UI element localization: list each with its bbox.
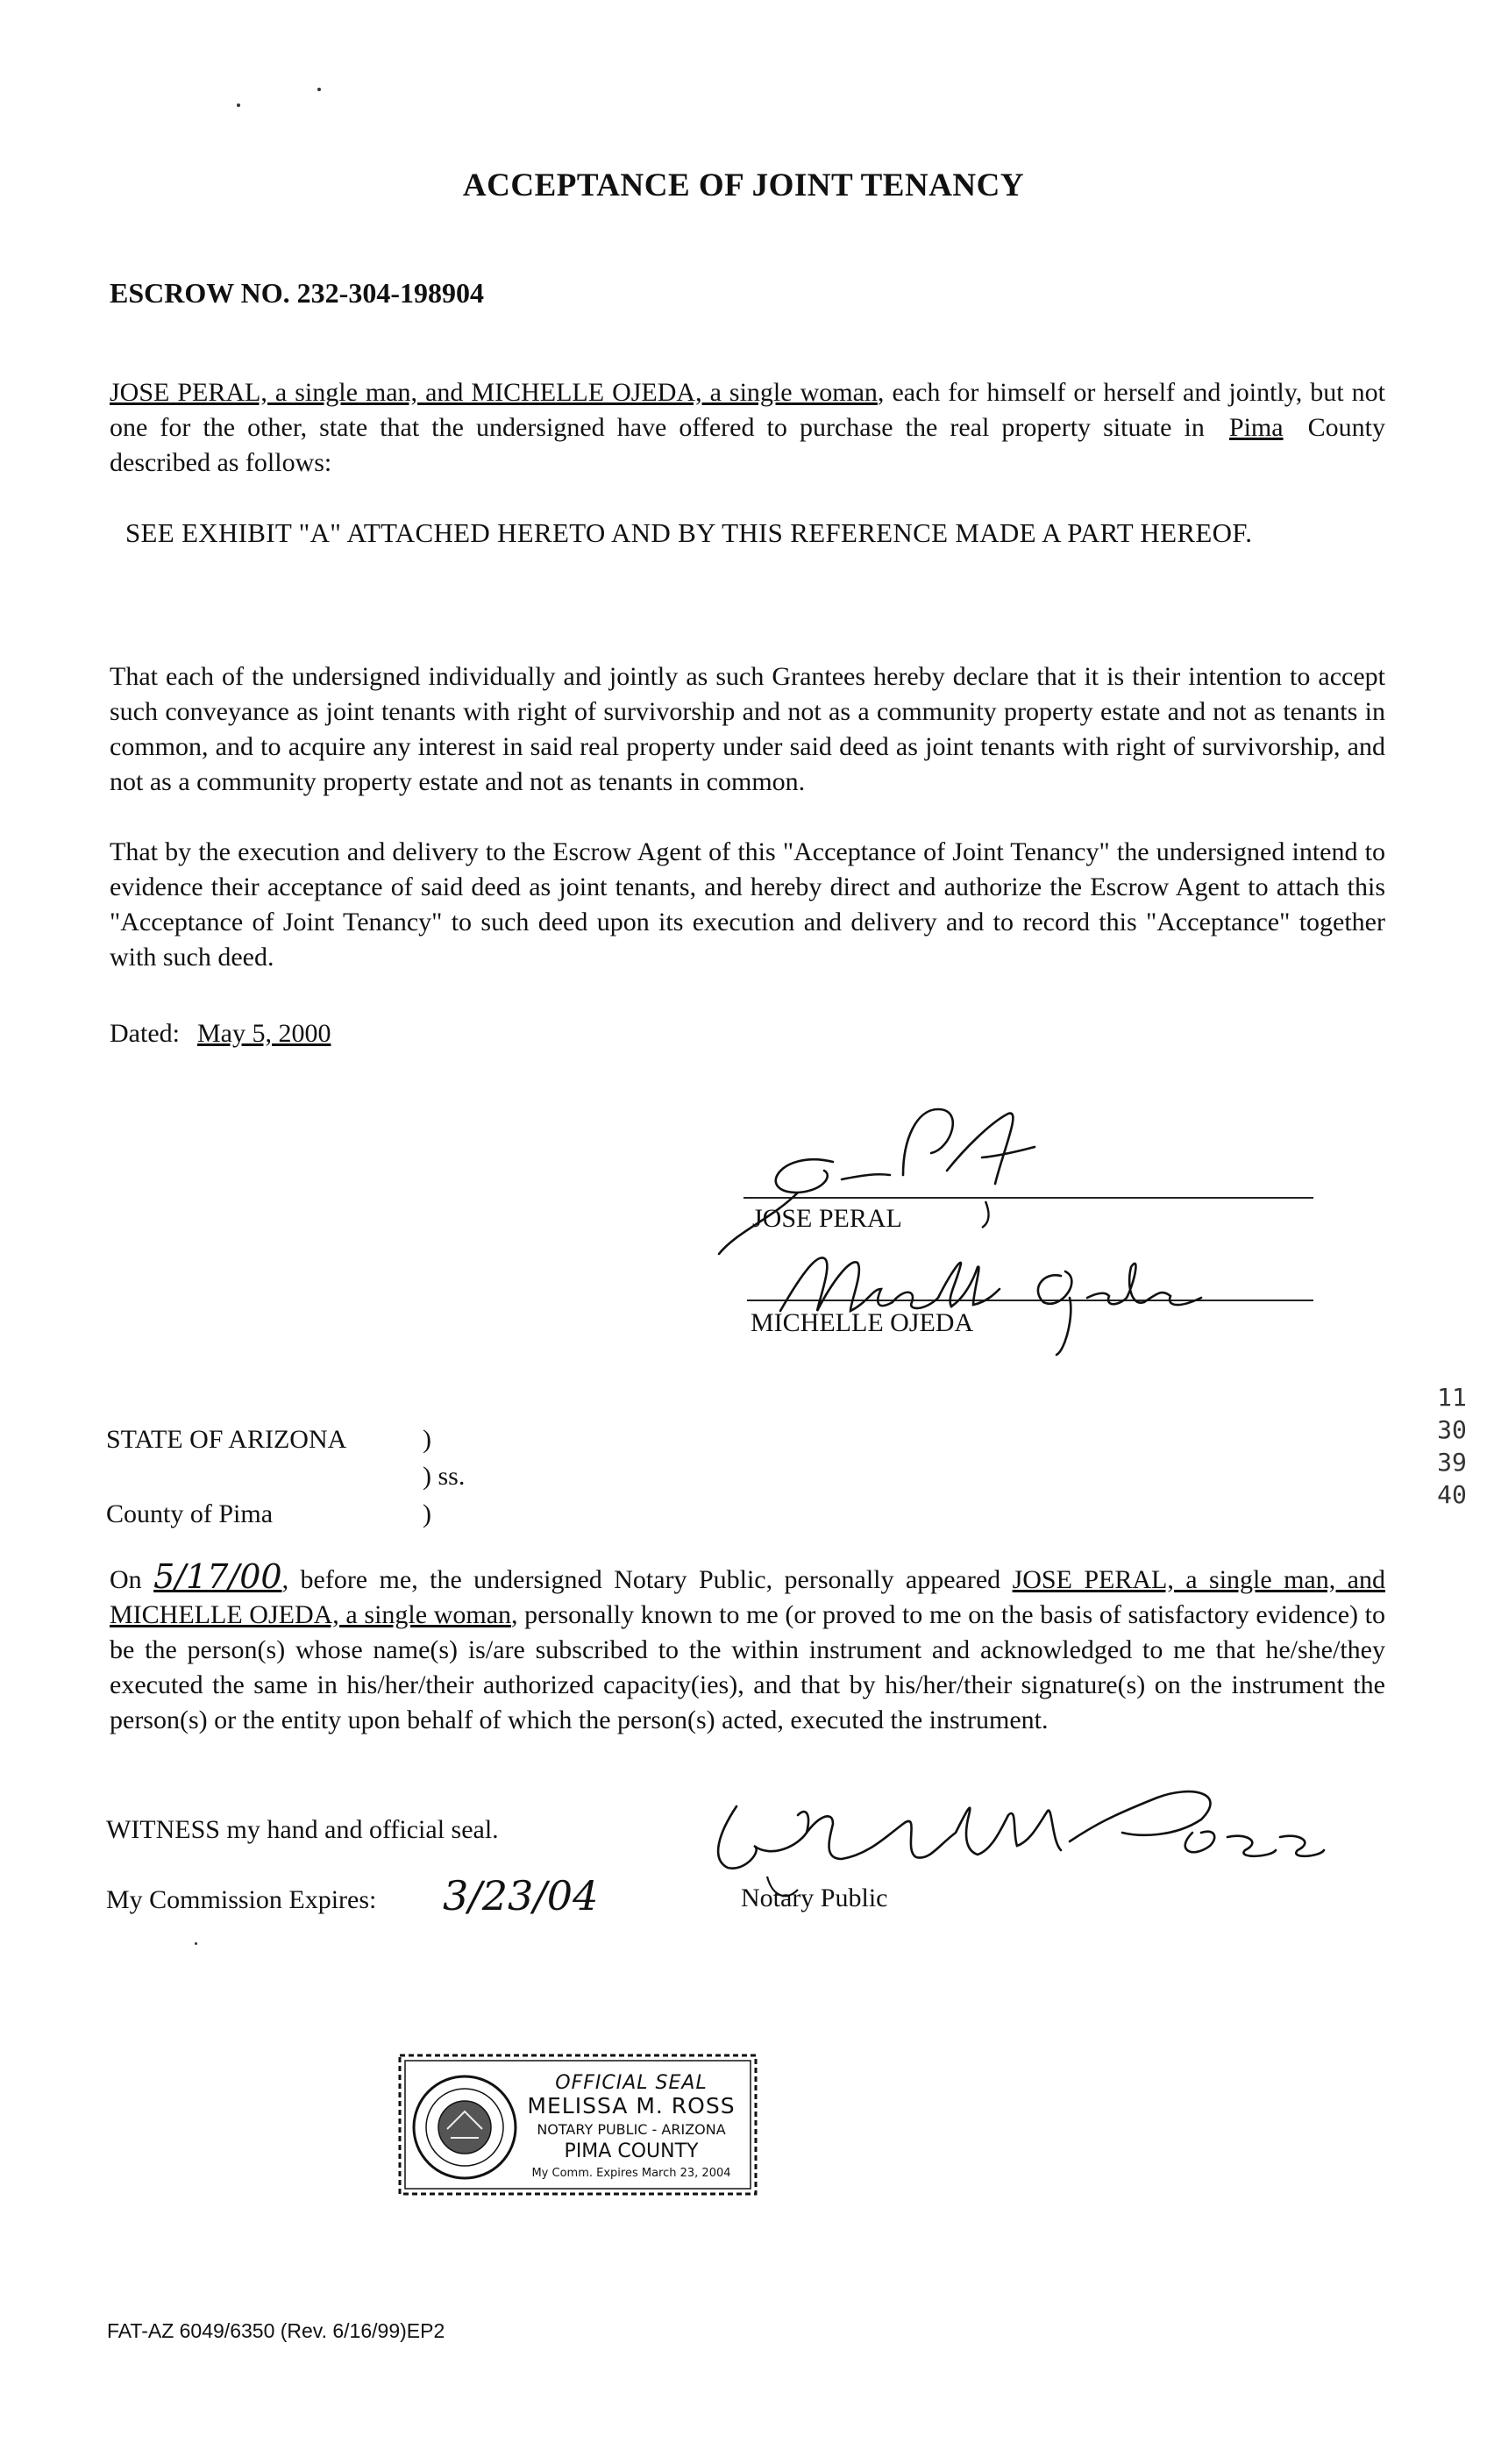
michelle-ojeda-signature xyxy=(763,1228,1236,1359)
form-footer: FAT-AZ 6049/6350 (Rev. 6/16/99)EP2 xyxy=(107,2319,445,2342)
witness-statement: WITNESS my hand and official seal. xyxy=(106,1815,499,1844)
county-name: Pima xyxy=(1228,413,1284,442)
seal-county: PIMA COUNTY xyxy=(564,2140,699,2162)
venue-ss: ) ss. xyxy=(423,1462,466,1491)
county-label: County of Pima xyxy=(106,1499,274,1528)
official-seal-stamp xyxy=(395,2050,761,2199)
intention-paragraph: That each of the undersigned individually and jointly as such Grantees hereby declare that it is their intention to accept such conveyance as joint tenants with right of survivorship and not as a community property estate and not as tenants in common, and to acquire any interest in said real property under said deed as joint tenants with right of survivorship, and not as a community property estate and not as tenants in common. xyxy=(110,662,1385,796)
intro-text-2: County described as follows: xyxy=(110,413,1386,477)
grantees-names: JOSE PERAL, a single man, and MICHELLE OJEDA, a single woman xyxy=(110,378,878,407)
commission-expires-value: 3/23/04 xyxy=(443,1872,599,1919)
notary-public-label: Notary Public xyxy=(741,1884,888,1912)
seal-expiration: My Comm. Expires March 23, 2004 xyxy=(531,2167,731,2180)
venue-paren-1: ) xyxy=(423,1425,431,1454)
exhibit-reference: SEE EXHIBIT "A" ATTACHED HERETO AND BY THIS REFERENCE MADE A PART HEREOF. xyxy=(125,517,1253,548)
notary-signature xyxy=(701,1763,1385,1920)
on-label: On xyxy=(110,1565,142,1594)
dated-label: Dated: xyxy=(110,1019,180,1048)
appeared-persons: JOSE PERAL, a single man, and MICHELLE OJEDA, a single woman xyxy=(110,1565,1385,1629)
acknowledgment-date: 5/17/00 xyxy=(153,1557,282,1596)
signer-2-name: MICHELLE OJEDA xyxy=(751,1308,974,1337)
intro-paragraph xyxy=(110,375,1385,481)
notary-acknowledgment xyxy=(110,1559,1385,1738)
seal-title: OFFICIAL SEAL xyxy=(555,2072,708,2094)
acknowledgment-text-1: , before me, the undersigned Notary Public, personally appeared xyxy=(281,1565,1001,1594)
execution-paragraph: That by the execution and delivery to the Escrow Agent of this "Acceptance of Joint Tenancy" the undersigned intend to evidence their acceptance of said deed as joint tenants, and hereby direct and authorize the Escrow Agent to attach this "Acceptance of Joint Tenancy" to such deed upon its execution and delivery and to record this "Acceptance" together with such deed. xyxy=(110,837,1385,972)
state-label: STATE OF ARIZONA xyxy=(106,1425,347,1454)
document-title: ACCEPTANCE OF JOINT TENANCY xyxy=(462,167,1025,203)
commission-label: My Commission Expires: xyxy=(106,1885,377,1914)
acknowledgment-text-2: , personally known to me (or proved to me on the basis of satisfactory evidence) to be the person(s) whose name(s) is/are subscribed to the within instrument and acknowledged to me that he/she/they executed the same in his/her/their authorized capacity(ies), and that by his/her/their signature(s) on the instrument the person(s) or the entity upon behalf of which the person(s) acted, executed the instrument. xyxy=(110,1600,1385,1734)
intro-text-1: , each for himself or herself and jointly, but not one for the other, state that the undersigned have offered to purchase the real property situate in xyxy=(110,378,1385,442)
dated-value: May 5, 2000 xyxy=(197,1019,331,1048)
venue-paren-3: ) xyxy=(423,1499,431,1528)
recording-number-vertical xyxy=(1436,1381,1468,1511)
scan-speck xyxy=(237,103,240,107)
scan-speck xyxy=(317,88,321,91)
seal-notary-state: NOTARY PUBLIC - ARIZONA xyxy=(537,2121,726,2138)
seal-notary-name: MELISSA M. ROSS xyxy=(527,2093,736,2119)
recording-number-text: 11303940 xyxy=(1437,1383,1467,1509)
scan-speck xyxy=(195,1942,197,1945)
signer-1-name: JOSE PERAL xyxy=(752,1204,902,1233)
escrow-number: ESCROW NO. 232-304-198904 xyxy=(110,277,484,309)
